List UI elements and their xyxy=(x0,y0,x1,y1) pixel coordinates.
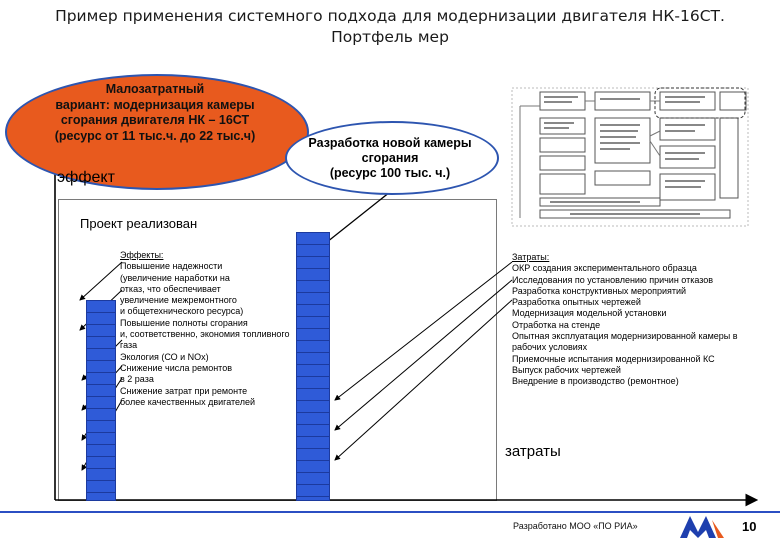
low-cost-line-4: (ресурс от 11 тыс.ч. до 22 тыс.ч) xyxy=(54,128,256,143)
low-cost-line-2: вариант: модернизация камеры xyxy=(55,97,255,112)
bar-segment-line xyxy=(86,492,116,493)
costs-item: Опытная эксплуатация модернизированной камеры в xyxy=(512,331,738,342)
bar-low-cost-option xyxy=(86,300,116,501)
costs-item: Выпуск рабочих чертежей xyxy=(512,364,621,375)
costs-item: Приемочные испытания модернизированной КС xyxy=(512,353,715,364)
bar-segment-line xyxy=(86,360,116,361)
effects-item: отказ, что обеспечивает xyxy=(120,283,221,294)
pointer-new-chamber xyxy=(322,188,395,246)
effects-item: Повышение полноты сгорания xyxy=(120,317,248,328)
bar-segment-line xyxy=(86,372,116,373)
low-cost-option-text xyxy=(30,82,280,144)
effects-item: Снижение числа ремонтов xyxy=(120,362,232,373)
x-axis-label: затраты xyxy=(505,443,561,460)
bar-segment-line xyxy=(86,336,116,337)
effects-heading: Эффекты: xyxy=(120,250,164,260)
effects-item: и, соответственно, экономия топливного xyxy=(120,329,290,340)
cost-pointers xyxy=(335,262,512,460)
costs-item: ОКР создания экспериментального образца xyxy=(512,263,697,274)
title-line-1: Пример применения системного подхода для модернизации двигателя НК-16СТ. xyxy=(55,7,725,25)
bar-segment-line xyxy=(86,324,116,325)
new-chamber-option-text xyxy=(285,136,495,181)
effects-list xyxy=(120,250,320,408)
bar-segment-line xyxy=(86,384,116,385)
costs-item: рабочих условиях xyxy=(512,342,588,353)
bar-segment-line xyxy=(86,396,116,397)
costs-item: Модернизация модельной установки xyxy=(512,308,667,319)
costs-item: Разработка опытных чертежей xyxy=(512,297,641,308)
bar-segment-line xyxy=(86,312,116,313)
costs-list xyxy=(512,252,777,388)
bar-segment-line xyxy=(296,496,330,497)
page-number: 10 xyxy=(742,519,757,534)
bar-segment-line xyxy=(296,244,330,245)
bar-segment-line xyxy=(296,472,330,473)
footer-developer: Разработано МОО «ПО РИА» xyxy=(513,521,638,531)
bar-segment-line xyxy=(86,408,116,409)
effects-item: газа xyxy=(120,340,138,351)
costs-item: Внедрение в производство (ремонтное) xyxy=(512,376,679,387)
effects-item: Экология (СО и NOx) xyxy=(120,351,209,362)
effects-item: в 2 раза xyxy=(120,374,154,385)
bar-segment-line xyxy=(296,436,330,437)
low-cost-line-1: Малозатратный xyxy=(105,82,205,96)
bar-segment-line xyxy=(86,444,116,445)
effects-item: увеличение межремонтного xyxy=(120,295,237,306)
costs-heading: Затраты: xyxy=(512,252,550,262)
new-chamber-line-1: Разработка новой камеры xyxy=(308,136,472,150)
effects-item: более качественных двигателей xyxy=(120,396,256,407)
bar-segment-line xyxy=(86,432,116,433)
costs-item: Разработка конструктивных мероприятий xyxy=(512,285,687,296)
ria-logo-icon xyxy=(676,512,728,540)
new-chamber-line-2: сгорания xyxy=(361,151,419,165)
bar-segment-line xyxy=(86,456,116,457)
bar-segment-line xyxy=(86,480,116,481)
bar-segment-line xyxy=(86,420,116,421)
bar-segment-line xyxy=(296,484,330,485)
bar-segment-line xyxy=(296,448,330,449)
costs-item: Отработка на стенде xyxy=(512,319,601,330)
effects-item: Повышение надежности xyxy=(120,261,223,272)
low-cost-line-3: сгорания двигателя НК – 16СТ xyxy=(60,113,250,127)
costs-item: Исследования по установлению причин отказов xyxy=(512,274,714,285)
y-axis-label: эффект xyxy=(57,169,115,186)
bar-segment-line xyxy=(296,424,330,425)
bar-segment-line xyxy=(86,348,116,349)
bar-segment-line xyxy=(296,460,330,461)
footer-divider xyxy=(0,511,780,513)
effects-item: и общетехнического ресурса) xyxy=(120,306,244,317)
effects-item: Снижение затрат при ремонте xyxy=(120,385,248,396)
title-line-2: Портфель мер xyxy=(331,28,449,46)
effects-item: (увеличение наработки на xyxy=(120,272,230,283)
bar-segment-line xyxy=(296,412,330,413)
new-chamber-line-3: (ресурс 100 тыс. ч.) xyxy=(329,166,451,180)
bar-segment-line xyxy=(86,468,116,469)
project-status: Проект реализован xyxy=(80,216,198,231)
